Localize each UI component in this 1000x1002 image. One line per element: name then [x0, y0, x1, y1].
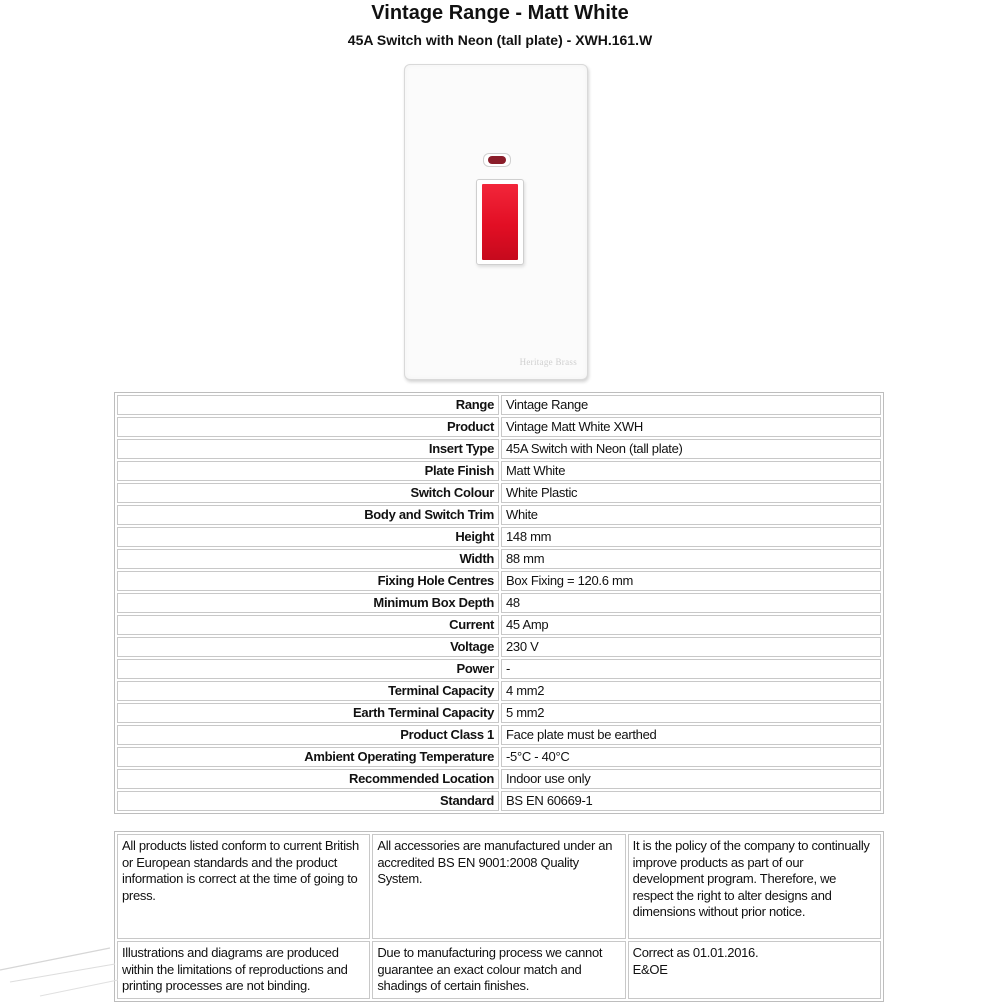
- spec-row: [117, 395, 881, 415]
- switch-face-plate: [404, 64, 588, 380]
- spec-row: [117, 461, 881, 481]
- spec-value: 230 V: [501, 637, 881, 657]
- spec-label: Height: [117, 527, 499, 547]
- specification-table: [114, 392, 884, 814]
- spec-row: [117, 725, 881, 745]
- spec-row: [117, 615, 881, 635]
- spec-value: White Plastic: [501, 483, 881, 503]
- spec-label: Plate Finish: [117, 461, 499, 481]
- spec-label: Body and Switch Trim: [117, 505, 499, 525]
- spec-row: [117, 791, 881, 811]
- spec-value: 45 Amp: [501, 615, 881, 635]
- spec-row: [117, 439, 881, 459]
- spec-value: Face plate must be earthed: [501, 725, 881, 745]
- rocker-switch: [476, 179, 524, 265]
- correct-as-date: Correct as 01.01.2016.: [632, 945, 759, 960]
- spec-row: [117, 417, 881, 437]
- note-policy: It is the policy of the company to continually improve products as part of our development program. Therefore, we respect the right to alter designs and dimensions without prior notice.: [628, 834, 881, 939]
- spec-row: [117, 593, 881, 613]
- spec-value: Vintage Matt White XWH: [501, 417, 881, 437]
- spec-label: Width: [117, 549, 499, 569]
- notes-row: [117, 834, 881, 939]
- spec-label: Product Class 1: [117, 725, 499, 745]
- spec-label: Switch Colour: [117, 483, 499, 503]
- spec-label: Recommended Location: [117, 769, 499, 789]
- spec-label: Range: [117, 395, 499, 415]
- spec-value: 48: [501, 593, 881, 613]
- spec-label: Standard: [117, 791, 499, 811]
- spec-label: Current: [117, 615, 499, 635]
- note-correct-as: [628, 941, 881, 999]
- spec-value: Box Fixing = 120.6 mm: [501, 571, 881, 591]
- scan-marks: [0, 930, 120, 1000]
- document-title: Vintage Range - Matt White: [371, 2, 629, 24]
- spec-row: [117, 659, 881, 679]
- spec-row: [117, 703, 881, 723]
- spec-value: 4 mm2: [501, 681, 881, 701]
- notes-table: [114, 831, 884, 1002]
- spec-label: Ambient Operating Temperature: [117, 747, 499, 767]
- spec-label: Insert Type: [117, 439, 499, 459]
- spec-value: 88 mm: [501, 549, 881, 569]
- spec-row: [117, 505, 881, 525]
- spec-value: -: [501, 659, 881, 679]
- spec-value: BS EN 60669-1: [501, 791, 881, 811]
- spec-label: Power: [117, 659, 499, 679]
- spec-label: Earth Terminal Capacity: [117, 703, 499, 723]
- spec-row: [117, 681, 881, 701]
- spec-row: [117, 571, 881, 591]
- spec-label: Fixing Hole Centres: [117, 571, 499, 591]
- spec-value: 5 mm2: [501, 703, 881, 723]
- note-standards: All products listed conform to current British or European standards and the product information is correct at the time of going to press.: [117, 834, 370, 939]
- spec-row: [117, 549, 881, 569]
- neon-indicator: [483, 153, 511, 167]
- spec-row: [117, 483, 881, 503]
- note-illustrations: Illustrations and diagrams are produced within the limitations of reproductions and printing processes are not binding.: [117, 941, 370, 999]
- eoe-label: E&OE: [632, 961, 668, 977]
- product-image: [404, 64, 588, 380]
- spec-value: Indoor use only: [501, 769, 881, 789]
- brand-mark: Heritage Brass: [519, 357, 577, 367]
- notes-row: [117, 941, 881, 999]
- spec-label: Minimum Box Depth: [117, 593, 499, 613]
- spec-value: 45A Switch with Neon (tall plate): [501, 439, 881, 459]
- product-subtitle: 45A Switch with Neon (tall plate) - XWH.161.W: [347, 32, 653, 48]
- spec-value: Matt White: [501, 461, 881, 481]
- spec-value: -5°C - 40°C: [501, 747, 881, 767]
- spec-row: [117, 637, 881, 657]
- spec-value: Vintage Range: [501, 395, 881, 415]
- note-colour: Due to manufacturing process we cannot guarantee an exact colour match and shadings of certain finishes.: [372, 941, 625, 999]
- spec-value: White: [501, 505, 881, 525]
- spec-label: Terminal Capacity: [117, 681, 499, 701]
- spec-value: 148 mm: [501, 527, 881, 547]
- note-quality: All accessories are manufactured under an accredited BS EN 9001:2008 Quality System.: [372, 834, 625, 939]
- spec-label: Product: [117, 417, 499, 437]
- spec-row: [117, 527, 881, 547]
- spec-row: [117, 747, 881, 767]
- spec-label: Voltage: [117, 637, 499, 657]
- spec-row: [117, 769, 881, 789]
